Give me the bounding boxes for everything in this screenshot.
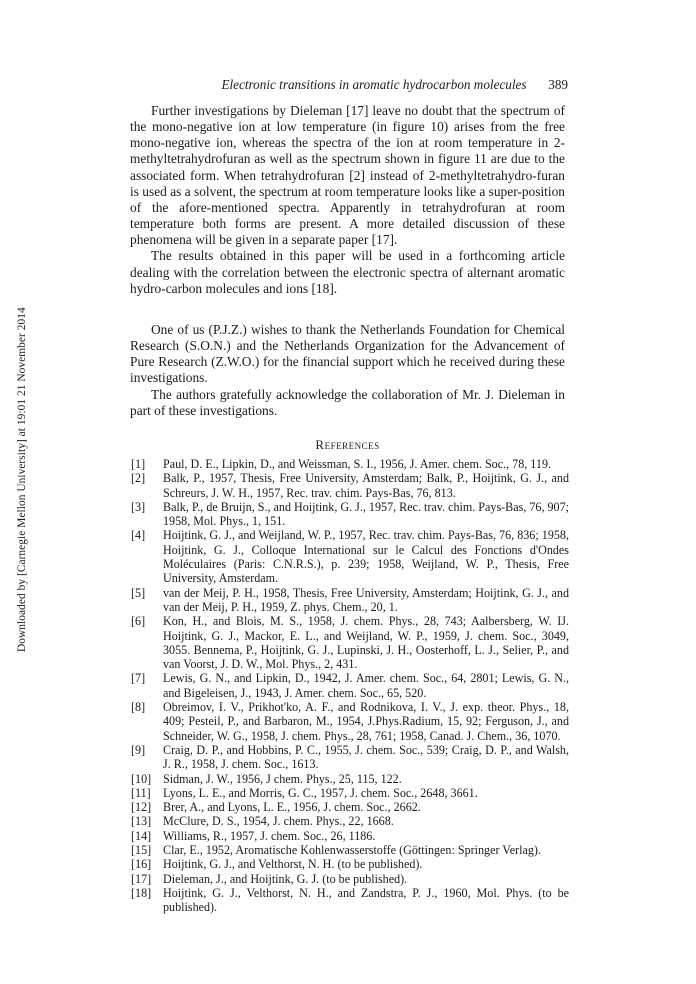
reference-item: [130, 786, 569, 800]
reference-number: [7]: [131, 671, 146, 686]
reference-number: [10]: [131, 771, 152, 786]
reference-text: van der Meij, P. H., 1958, Thesis, Free University, Amsterdam; Hoijtink, G. J., and van der Meij, P. H., 1959, Z. phys. Chem., 20, 1.: [163, 585, 569, 614]
reference-text: Craig, D. P., and Hobbins, P. C., 1955, J. chem. Soc., 539; Craig, D. P., and Walsh, J. R., 1958, J. chem. Soc., 1613.: [163, 742, 569, 772]
page-header: [130, 77, 568, 95]
reference-text: Hoijtink, G. J., and Weijland, W. P., 1957, Rec. trav. chim. Pays-Bas, 76, 836; 1958, Hoijtink, G. J., Colloque International sur le Calcul des Fonctions d'Ondes Moléculaires (Paris: C.N.R.S.), p. 239; 1958, Weijland, W. P., Thesis, Free University, Amsterdam.: [163, 528, 569, 586]
reference-item: [130, 457, 569, 471]
reference-item: [130, 872, 569, 886]
reference-item: [130, 829, 569, 843]
reference-item: [130, 886, 569, 915]
reference-list: [130, 457, 569, 915]
reference-number: [9]: [131, 742, 146, 757]
reference-number: [6]: [131, 614, 146, 629]
download-watermark: Downloaded by [Carnegie Mellon University] at 19:01 21 November 2014: [16, 307, 28, 652]
reference-text: Sidman, J. W., 1956, J chem. Phys., 25, 115, 122.: [163, 771, 402, 786]
reference-item: [130, 500, 569, 529]
reference-item: [130, 857, 569, 871]
discussion-section: [130, 103, 565, 297]
reference-text: Balk, P., de Bruijn, S., and Hoijtink, G. J., 1957, Rec. trav. chim. Pays-Bas, 76, 907; 1958, Mol. Phys., 1, 151.: [163, 499, 570, 529]
reference-number: [5]: [131, 585, 146, 600]
reference-text: Lewis, G. N., and Lipkin, D., 1942, J. Amer. chem. Soc., 64, 2801; Lewis, G. N., and Bigeleisen, J., 1943, J. Amer. chem. Soc., 65, 520.: [163, 671, 569, 700]
reference-text: Brer, A., and Lyons, L. E., 1956, J. chem. Soc., 2662.: [163, 800, 421, 815]
reference-item: [130, 614, 569, 671]
reference-item: [130, 772, 569, 786]
reference-item: [130, 800, 569, 814]
reference-text: Balk, P., 1957, Thesis, Free University, Amsterdam; Balk, P., Hoijtink, G. J., and Schreurs, J. W. H., 1957, Rec. trav. chim. Pays-Bas, 76, 813.: [163, 471, 569, 500]
reference-item: [130, 814, 569, 828]
reference-text: Williams, R., 1957, J. chem. Soc., 26, 1186.: [163, 828, 376, 843]
reference-item: [130, 471, 569, 500]
paragraph-forthcoming: The results obtained in this paper will be used in a forthcoming article dealing with the correlation between the electronic spectra of alternant aromatic hydro-carbon molecules and ions [18].: [130, 248, 565, 296]
reference-item: [130, 743, 569, 772]
reference-number: [17]: [131, 871, 152, 886]
reference-number: [15]: [131, 843, 152, 858]
reference-number: [18]: [131, 885, 152, 900]
reference-number: [8]: [131, 700, 146, 715]
reference-text: Dieleman, J., and Hoijtink, G. J. (to be published).: [163, 871, 408, 886]
reference-text: Lyons, L. E., and Morris, G. C., 1957, J. chem. Soc., 2648, 3661.: [163, 785, 478, 800]
acknowledgements-section: [130, 322, 565, 419]
reference-item: [130, 843, 569, 857]
reference-number: [3]: [131, 499, 146, 514]
reference-item: [130, 700, 569, 743]
reference-number: [16]: [131, 857, 152, 872]
reference-number: [13]: [131, 814, 152, 829]
reference-number: [12]: [131, 800, 152, 815]
reference-number: [2]: [131, 471, 146, 486]
page-number: 389: [548, 77, 568, 92]
reference-item: [130, 528, 569, 585]
paragraph-dieleman: Further investigations by Dieleman [17] leave no doubt that the spectrum of the mono-negative ion at low temperature (in figure 10) arises from the free mono-negative ion, whereas the spectra of the ion at room temperature in 2-methyltetrahydrofuran as well as the spectrum shown in figure 11 are due to the associated form. When tetrahydrofuran [2] instead of 2-methyltetrahydro-furan is used as a solvent, the spectrum at room temperature looks like a super-position of the afore-mentioned spectra. Apparently in tetrahydrofuran at room temperature both forms are present. A more detailed discussion of these phenomena will be given in a separate paper [17].: [130, 103, 565, 248]
reference-number: [11]: [131, 785, 151, 800]
reference-text: Hoijtink, G. J., Velthorst, N. H., and Zandstra, P. J., 1960, Mol. Phys. (to be published).: [163, 885, 569, 915]
reference-text: Clar, E., 1952, Aromatische Kohlenwasserstoffe (Göttingen: Springer Verlag).: [163, 843, 541, 858]
running-title: Electronic transitions in aromatic hydrocarbon molecules: [221, 77, 527, 92]
reference-number: [1]: [131, 457, 146, 471]
reference-text: Paul, D. E., Lipkin, D., and Weissman, S. I., 1956, J. Amer. chem. Soc., 78, 119.: [163, 457, 552, 471]
paragraph-thanks: One of us (P.J.Z.) wishes to thank the Netherlands Foundation for Chemical Research (S.O.N.) and the Netherlands Organization for the Advancement of Pure Research (Z.W.O.) for the financial support which he received during these investigations.: [130, 322, 565, 386]
reference-item: [130, 586, 569, 615]
reference-text: Obreimov, I. V., Prikhot'ko, A. F., and Rodnikova, I. V., J. exp. theor. Phys., 18, 409; Pesteil, P., and Barbaron, M., 1954, J.Phys.Radium, 15, 92; Ferguson, J., and Schneider, W. G., 1958, J. chem. Phys., 28, 761; 1958, Canad. J. Chem., 36, 1070.: [163, 700, 569, 743]
reference-text: Kon, H., and Blois, M. S., 1958, J. chem. Phys., 28, 743; Aalbersberg, W. IJ. Hoijtink, G. J., Mackor, E. L., and Weijland, W. P., 1959, J. chem. Soc., 3049, 3055. Bennema, P., Hoijtink, G. J., Lupinski, J. H., Oosterhoff, L. J., Selier, P., and van Voorst, J. D. W., Mol. Phys., 2, 431.: [163, 614, 569, 672]
reference-item: [130, 671, 569, 700]
reference-text: McClure, D. S., 1954, J. chem. Phys., 22, 1668.: [163, 814, 394, 829]
reference-text: Hoijtink, G. J., and Velthorst, N. H. (to be published).: [163, 857, 423, 872]
references-heading: References: [315, 437, 380, 452]
reference-number: [14]: [131, 828, 152, 843]
paragraph-collaboration: The authors gratefully acknowledge the collaboration of Mr. J. Dieleman in part of these investigations.: [130, 386, 565, 418]
reference-number: [4]: [131, 528, 146, 543]
